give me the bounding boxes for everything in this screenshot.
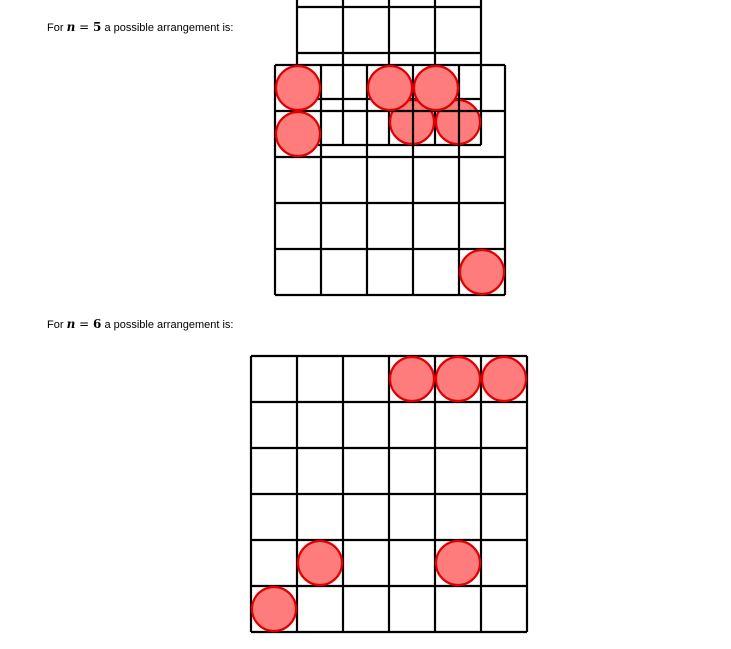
math-expression: n = 6 [66, 317, 102, 331]
caption-n6 [47, 317, 233, 332]
red-piece [368, 66, 412, 110]
red-piece [460, 250, 504, 294]
red-piece [482, 357, 526, 401]
caption-suffix: a possible arrangement is: [104, 319, 234, 331]
board-n6 [250, 355, 528, 633]
red-piece [252, 587, 296, 631]
red-piece [414, 66, 458, 110]
caption-n5 [47, 20, 233, 35]
math-expression: n = 5 [66, 20, 102, 34]
board-n5 [274, 64, 506, 296]
red-piece [436, 357, 480, 401]
red-piece [436, 541, 480, 585]
caption-prefix: For [47, 22, 64, 34]
caption-prefix: For [47, 319, 64, 331]
previous-board-fragment [296, 0, 484, 6]
red-piece [390, 357, 434, 401]
red-piece [276, 66, 320, 110]
red-piece [276, 112, 320, 156]
red-piece [298, 541, 342, 585]
caption-suffix: a possible arrangement is: [104, 22, 234, 34]
